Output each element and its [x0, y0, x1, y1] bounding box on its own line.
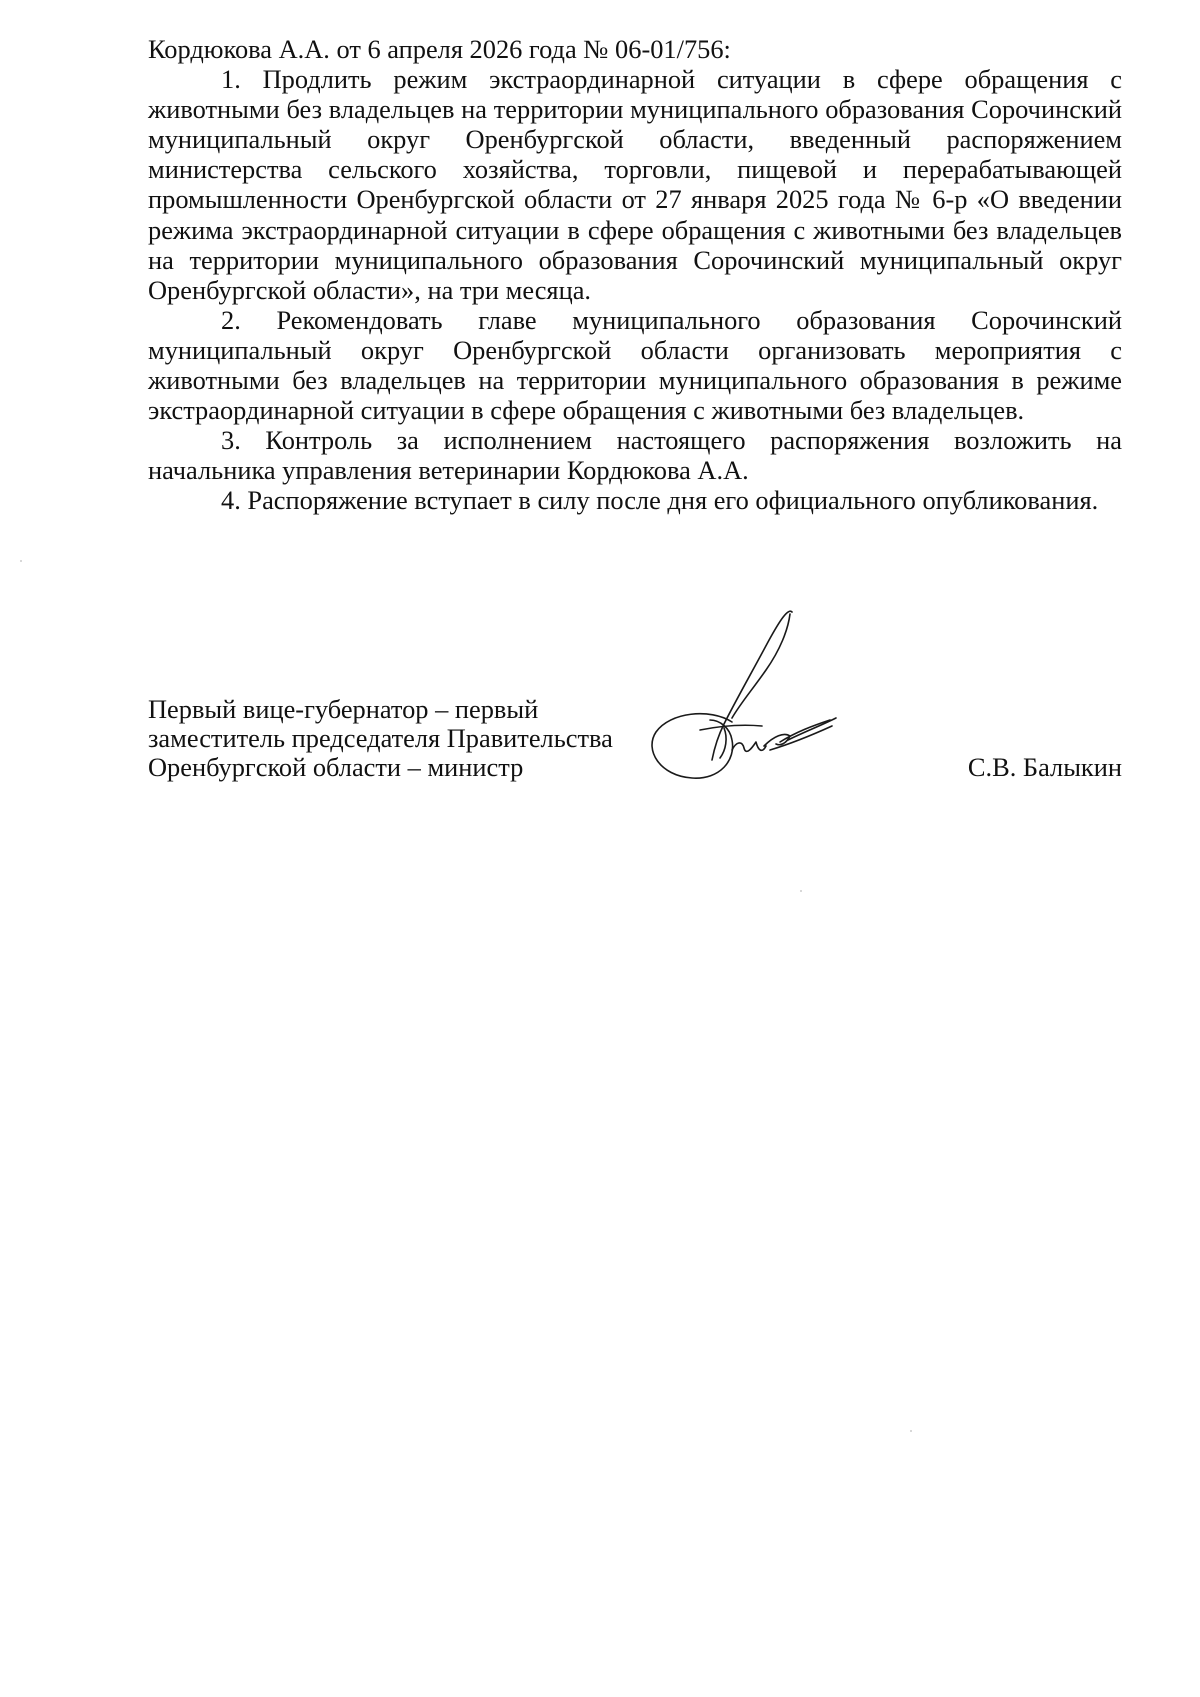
signatory-title-line-1: Первый вице-губернатор – первый	[148, 694, 539, 724]
scan-speck	[910, 1430, 912, 1432]
signature-block	[148, 695, 1122, 805]
signatory-title-line-3: Оренбургской области – министр	[148, 752, 524, 782]
scan-speck	[800, 890, 802, 892]
signatory-title	[148, 695, 668, 782]
signatory-name: С.В. Балыкин	[967, 752, 1122, 782]
document-body	[148, 34, 1122, 516]
paragraph-1: 1. Продлить режим экстраординарной ситуации в сфере обращения с животными без владельцев на территории муниципального образования Сорочинский муниципальный округ Оренбургской области, введенный распоряжением министерства сельского хозяйства, торговли, пищевой и перерабатывающей промышленности Оренбургской области от 27 января 2025 года № 6-р «О введении режима экстраординарной ситуации в сфере обращения с животными без владельцев на территории муниципального образования Сорочинский муниципальный округ Оренбургской области», на три месяца.	[148, 64, 1122, 305]
signatory-title-line-2: заместитель председателя Правительства	[148, 723, 613, 753]
document-lead-line: Кордюкова А.А. от 6 апреля 2026 года № 06-01/756:	[148, 34, 731, 64]
paragraph-4: 4. Распоряжение вступает в силу после дня его официального опубликования.	[221, 485, 1099, 516]
scan-speck	[20, 560, 22, 562]
paragraph-2: 2. Рекомендовать главе муниципального образования Сорочинский муниципальный округ Оренбургской области организовать мероприятия с животными без владельцев на территории муниципального образования в режиме экстраординарной ситуации в сфере обращения с животными без владельцев.	[148, 304, 1122, 426]
paragraph-3: 3. Контроль за исполнением настоящего распоряжения возложить на начальника управления ветеринарии Кордюкова А.А.	[148, 425, 1122, 486]
